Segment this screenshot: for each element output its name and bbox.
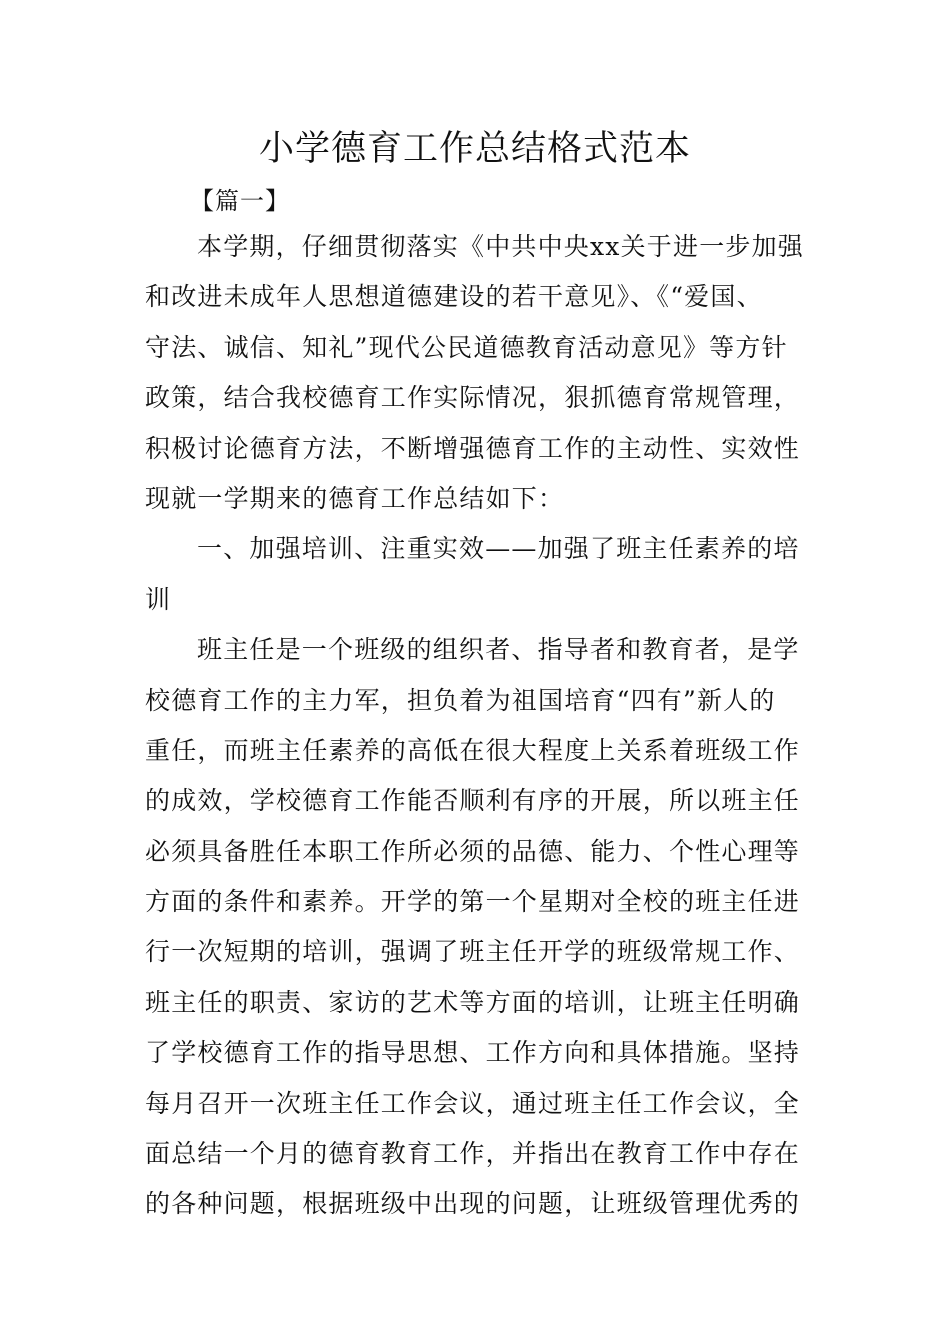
text-line: 重任，而班主任素养的高低在很大程度上关系着班级工作 <box>145 735 801 765</box>
text-line: 方面的条件和素养。开学的第一个星期对全校的班主任进 <box>145 887 801 917</box>
text-line: 行一次短期的培训，强调了班主任开学的班级常规工作、 <box>145 937 801 967</box>
section-label: 【篇一】 <box>190 187 290 215</box>
text-line: 的成效，学校德育工作能否顺利有序的开展，所以班主任 <box>145 786 801 816</box>
text-line: 守法、诚信、知礼”现代公民道德教育活动意见》等方针 <box>145 332 788 362</box>
section-heading-line: 一、加强培训、注重实效——加强了班主任素养的培 <box>197 534 800 564</box>
document-title: 小学德育工作总结格式范本 <box>258 129 691 169</box>
text-line: 的各种问题，根据班级中出现的问题，让班级管理优秀的 <box>145 1189 801 1219</box>
text-line: 积极讨论德育方法，不断增强德育工作的主动性、实效性 <box>145 433 801 463</box>
text-line: 本学期，仔细贯彻落实《中共中央xx关于进一步加强 <box>197 232 805 261</box>
text-line: 必须具备胜任本职工作所必须的品德、能力、个性心理等 <box>145 836 801 866</box>
text-line: 每月召开一次班主任工作会议，通过班主任工作会议，全 <box>145 1088 801 1118</box>
text-line: 现就一学期来的德育工作总结如下： <box>145 483 565 513</box>
text-line: 和改进未成年人思想道德建设的若干意见》、《“爱国、 <box>145 282 763 312</box>
text-line: 班主任的职责、家访的艺术等方面的培训，让班主任明确 <box>145 987 801 1017</box>
section-heading-line: 训 <box>145 584 172 614</box>
text-line: 面总结一个月的德育教育工作，并指出在教育工作中存在 <box>145 1139 801 1169</box>
text-line: 校德育工作的主力军，担负着为祖国培育“四有”新人的 <box>145 685 776 715</box>
text-line: 了学校德育工作的指导思想、工作方向和具体措施。坚持 <box>145 1038 801 1068</box>
body-text <box>145 222 810 1230</box>
text-line: 班主任是一个班级的组织者、指导者和教育者，是学 <box>197 635 800 665</box>
text-line: 政策，结合我校德育工作实际情况，狠抓德育常规管理， <box>145 383 801 413</box>
